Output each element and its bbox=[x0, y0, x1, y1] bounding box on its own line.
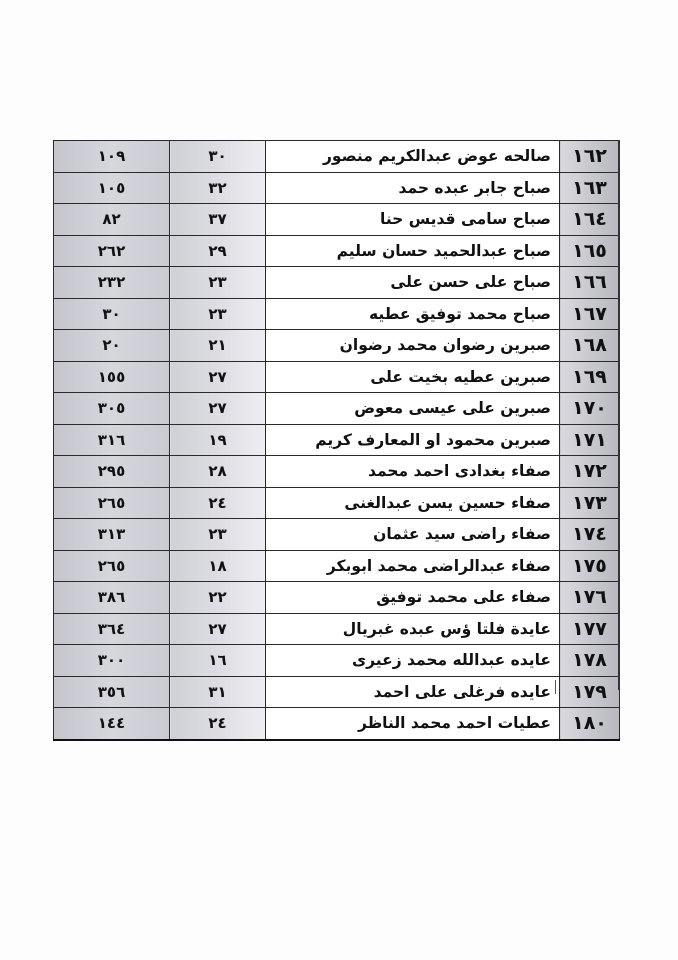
name-cell: صفاء عبدالراضى محمد ابوبكر bbox=[266, 550, 560, 582]
row-number-cell: ١٧٦ bbox=[560, 582, 620, 614]
name-cell: صبرين محمود او المعارف كريم bbox=[266, 424, 560, 456]
table-row bbox=[54, 424, 620, 456]
score-cell: ٢٦٢ bbox=[54, 235, 170, 267]
score-cell: ٢٠ bbox=[54, 330, 170, 362]
row-number-cell: ١٦٨ bbox=[560, 330, 620, 362]
name-cell: صالحه عوض عبدالكريم منصور bbox=[266, 141, 560, 173]
score-cell: ٣٠٠ bbox=[54, 645, 170, 677]
right-border-line bbox=[618, 140, 620, 690]
row-number-cell: ١٦٢ bbox=[560, 141, 620, 173]
row-number-cell: ١٧٧ bbox=[560, 613, 620, 645]
name-cell: صفاء على محمد توفيق bbox=[266, 582, 560, 614]
name-cell: صبرين رضوان محمد رضوان bbox=[266, 330, 560, 362]
row-number-cell: ١٧٣ bbox=[560, 487, 620, 519]
name-cell: صفاء راضى سيد عثمان bbox=[266, 519, 560, 551]
row-number-cell: ١٦٦ bbox=[560, 267, 620, 299]
row-number-cell: ١٧٩ bbox=[560, 676, 620, 708]
score-cell: ٢٣٢ bbox=[54, 267, 170, 299]
table-row bbox=[54, 456, 620, 488]
table-row bbox=[54, 298, 620, 330]
age-cell: ٢٨ bbox=[170, 456, 266, 488]
age-cell: ٢٤ bbox=[170, 487, 266, 519]
age-cell: ٢٢ bbox=[170, 582, 266, 614]
table-row bbox=[54, 172, 620, 204]
age-cell: ١٨ bbox=[170, 550, 266, 582]
table-row bbox=[54, 487, 620, 519]
age-cell: ٣٢ bbox=[170, 172, 266, 204]
name-cell: عايدة فلتا ؤس عبده غبريال bbox=[266, 613, 560, 645]
row-number-cell: ١٧٠ bbox=[560, 393, 620, 425]
age-cell: ٢٧ bbox=[170, 393, 266, 425]
row-number-cell: ١٧٥ bbox=[560, 550, 620, 582]
table-row bbox=[54, 550, 620, 582]
score-cell: ٣٠ bbox=[54, 298, 170, 330]
score-cell: ٣٠٥ bbox=[54, 393, 170, 425]
row-number-cell: ١٧٨ bbox=[560, 645, 620, 677]
roster-table bbox=[53, 140, 620, 741]
table-row bbox=[54, 141, 620, 173]
name-cell: صباح محمد توفيق عطيه bbox=[266, 298, 560, 330]
score-cell: ١٠٩ bbox=[54, 141, 170, 173]
age-cell: ٢٣ bbox=[170, 298, 266, 330]
name-cell: صباح سامى قديس حنا bbox=[266, 204, 560, 236]
table-row bbox=[54, 393, 620, 425]
score-cell: ٢٩٥ bbox=[54, 456, 170, 488]
score-cell: ٣١٣ bbox=[54, 519, 170, 551]
score-cell: ١٥٥ bbox=[54, 361, 170, 393]
roster-body bbox=[54, 141, 620, 740]
name-cell: عطيات احمد محمد الناظر bbox=[266, 708, 560, 740]
age-cell: ٢٤ bbox=[170, 708, 266, 740]
name-cell: صفاء بغدادى احمد محمد bbox=[266, 456, 560, 488]
table-row bbox=[54, 613, 620, 645]
row-number-cell: ١٧١ bbox=[560, 424, 620, 456]
divider-stub bbox=[555, 680, 556, 694]
age-cell: ٢٩ bbox=[170, 235, 266, 267]
row-number-cell: ١٦٧ bbox=[560, 298, 620, 330]
row-number-cell: ١٦٥ bbox=[560, 235, 620, 267]
age-cell: ١٩ bbox=[170, 424, 266, 456]
table-row bbox=[54, 330, 620, 362]
name-cell: عايده عبدالله محمد زعيرى bbox=[266, 645, 560, 677]
age-cell: ١٦ bbox=[170, 645, 266, 677]
age-cell: ٢٧ bbox=[170, 613, 266, 645]
table-row bbox=[54, 645, 620, 677]
name-cell: صفاء حسين يسن عبدالغنى bbox=[266, 487, 560, 519]
age-cell: ٢٧ bbox=[170, 361, 266, 393]
row-number-cell: ١٦٤ bbox=[560, 204, 620, 236]
name-cell: صبرين عطيه بخيت على bbox=[266, 361, 560, 393]
row-number-cell: ١٧٤ bbox=[560, 519, 620, 551]
score-cell: ٣٨٦ bbox=[54, 582, 170, 614]
age-cell: ٣٠ bbox=[170, 141, 266, 173]
age-cell: ٢٣ bbox=[170, 267, 266, 299]
name-cell: صباح جابر عبده حمد bbox=[266, 172, 560, 204]
age-cell: ٢١ bbox=[170, 330, 266, 362]
table-row bbox=[54, 676, 620, 708]
row-number-cell: ١٦٣ bbox=[560, 172, 620, 204]
score-cell: ٢٦٥ bbox=[54, 550, 170, 582]
score-cell: ٣٦٤ bbox=[54, 613, 170, 645]
score-cell: ١٤٤ bbox=[54, 708, 170, 740]
name-cell: صباح عبدالحميد حسان سليم bbox=[266, 235, 560, 267]
age-cell: ٣٧ bbox=[170, 204, 266, 236]
row-number-cell: ١٨٠ bbox=[560, 708, 620, 740]
score-cell: ٣١٦ bbox=[54, 424, 170, 456]
age-cell: ٣١ bbox=[170, 676, 266, 708]
score-cell: ٢٦٥ bbox=[54, 487, 170, 519]
name-cell: صباح على حسن على bbox=[266, 267, 560, 299]
table-row bbox=[54, 235, 620, 267]
table-row bbox=[54, 582, 620, 614]
table-row bbox=[54, 519, 620, 551]
row-number-cell: ١٧٢ bbox=[560, 456, 620, 488]
score-cell: ٣٥٦ bbox=[54, 676, 170, 708]
table-row bbox=[54, 361, 620, 393]
score-cell: ٨٢ bbox=[54, 204, 170, 236]
table-row bbox=[54, 267, 620, 299]
score-cell: ١٠٥ bbox=[54, 172, 170, 204]
row-number-cell: ١٦٩ bbox=[560, 361, 620, 393]
table-row bbox=[54, 708, 620, 740]
name-cell: صبرين على عيسى معوض bbox=[266, 393, 560, 425]
age-cell: ٢٣ bbox=[170, 519, 266, 551]
name-cell: عايده فرغلى على احمد bbox=[266, 676, 560, 708]
table-row bbox=[54, 204, 620, 236]
